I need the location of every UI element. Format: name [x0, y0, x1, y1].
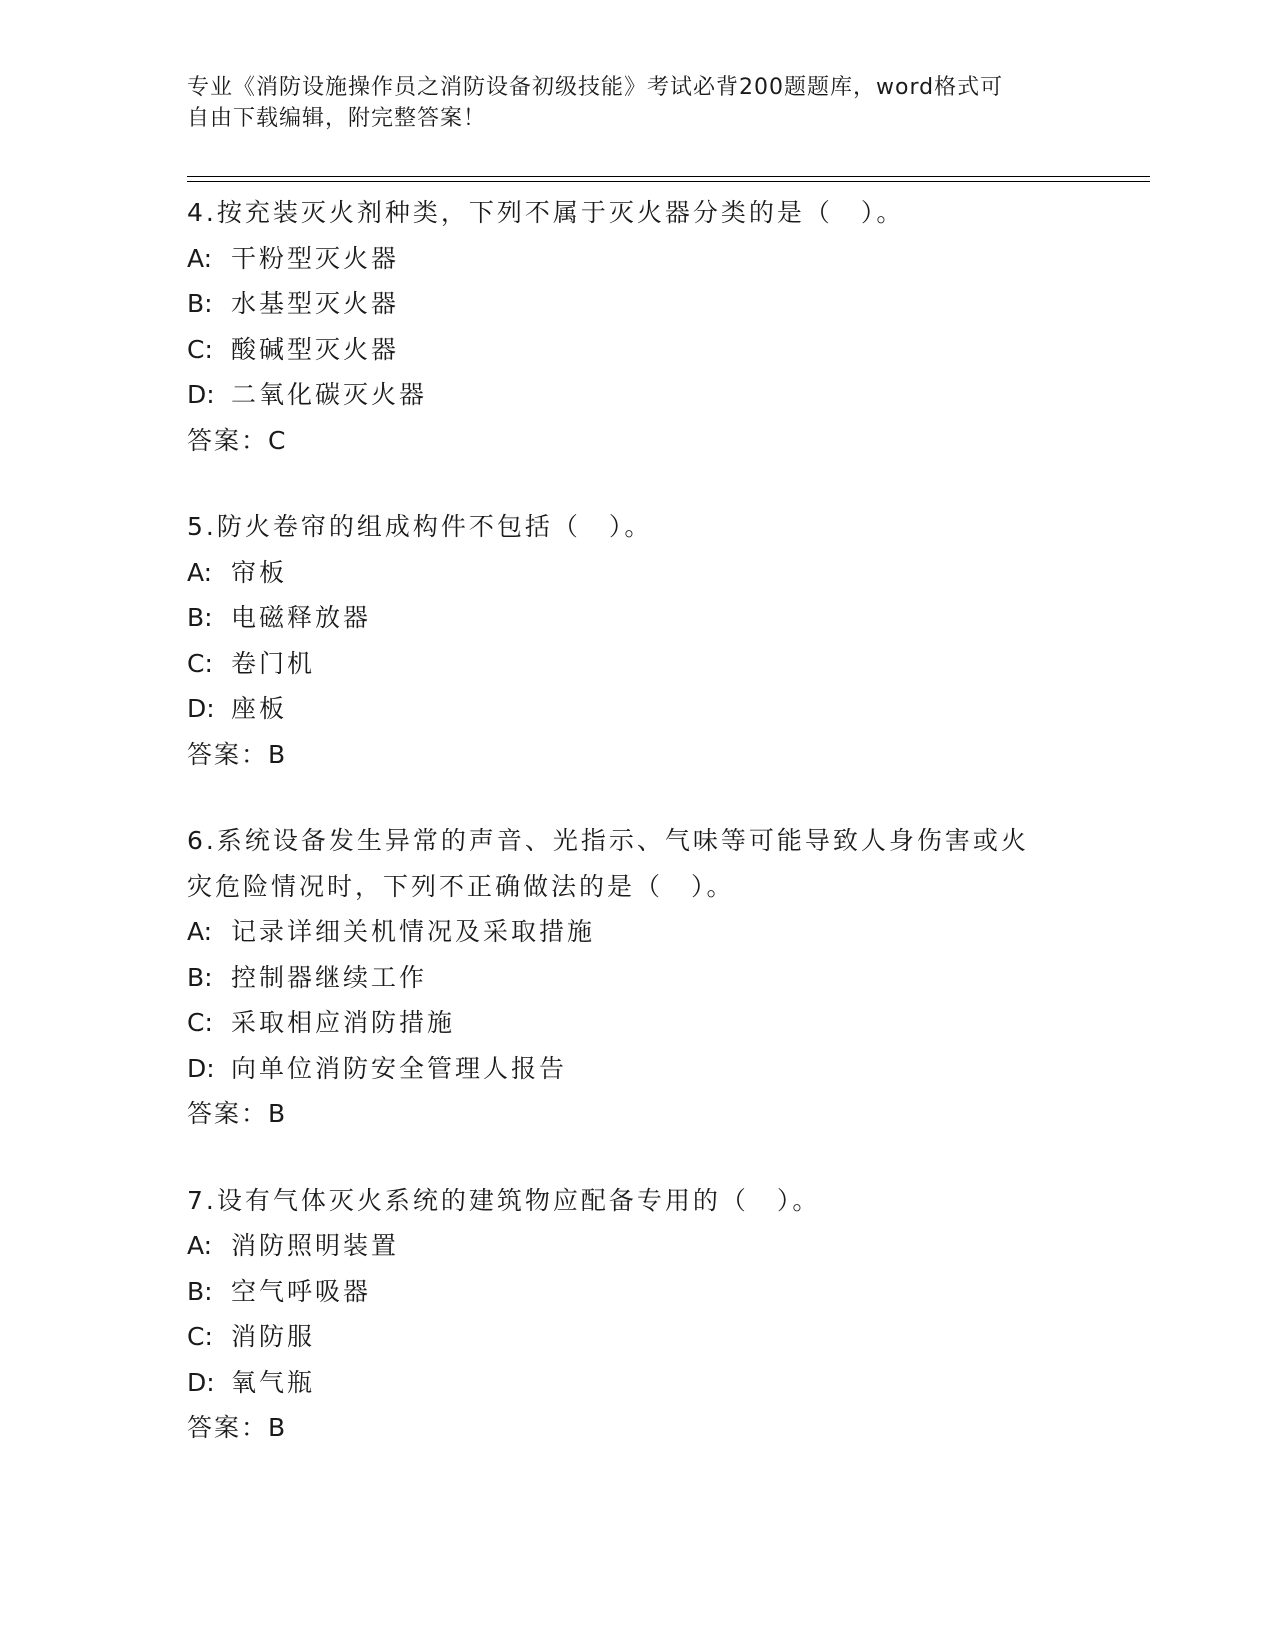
- option-d: [187, 686, 1087, 732]
- header-divider-bottom: [187, 181, 1150, 182]
- question-stem-line: 灾危险情况时，下列不正确做法的是（ ）。: [187, 871, 735, 901]
- answer-value: B: [268, 739, 286, 769]
- question-7: [187, 1178, 1087, 1451]
- option-letter: C:: [187, 334, 213, 364]
- answer-label: 答案：: [187, 1413, 269, 1442]
- answer-value: B: [268, 1099, 286, 1128]
- option-d: [187, 372, 1087, 418]
- option-c: [187, 327, 1087, 373]
- question-spacer: [187, 1137, 1087, 1178]
- option-b: [187, 281, 1087, 327]
- answer-line: [187, 1405, 1087, 1451]
- answer-line: [187, 418, 1087, 464]
- answer-label: 答案：: [187, 739, 269, 769]
- option-text: 向单位消防安全管理人报告: [231, 1053, 568, 1083]
- question-stem-line: 5.防火卷帘的组成构件不包括（ ）。: [187, 512, 653, 541]
- option-text: 水基型灭火器: [231, 289, 400, 318]
- option-letter: A:: [187, 917, 213, 946]
- option-letter: A:: [187, 557, 213, 587]
- option-letter: B:: [187, 962, 213, 992]
- option-text: 消防服: [231, 1322, 316, 1351]
- option-letter: D:: [187, 1367, 215, 1397]
- question-5: [187, 504, 1087, 777]
- option-letter: C:: [187, 1322, 213, 1351]
- question-4: [187, 190, 1087, 463]
- answer-label: 答案：: [187, 1099, 269, 1128]
- answer-label: 答案：: [187, 425, 269, 455]
- option-d: [187, 1046, 1087, 1092]
- option-text: 酸碱型灭火器: [231, 334, 400, 364]
- option-a: [187, 236, 1087, 282]
- question-6: [187, 818, 1087, 1137]
- option-letter: B:: [187, 1276, 213, 1306]
- question-stem: [187, 818, 1087, 909]
- question-list: [187, 190, 1087, 1451]
- option-letter: D:: [187, 380, 215, 409]
- option-letter: D:: [187, 694, 215, 723]
- answer-value: B: [268, 1413, 286, 1442]
- option-text: 记录详细关机情况及采取措施: [231, 917, 596, 946]
- option-text: 二氧化碳灭火器: [231, 380, 428, 409]
- option-text: 座板: [231, 694, 288, 723]
- option-d: [187, 1360, 1087, 1406]
- question-stem: [187, 504, 1087, 550]
- question-spacer: [187, 463, 1087, 504]
- option-text: 电磁释放器: [231, 603, 372, 632]
- option-a: [187, 909, 1087, 955]
- option-c: [187, 1314, 1087, 1360]
- question-spacer: [187, 777, 1087, 818]
- question-stem-line: 6.系统设备发生异常的声音、光指示、气味等可能导致人身伤害或火: [187, 826, 1029, 855]
- option-b: [187, 955, 1087, 1001]
- option-letter: C:: [187, 1008, 213, 1037]
- answer-line: [187, 1091, 1087, 1137]
- question-stem-line: 7.设有气体灭火系统的建筑物应配备专用的（ ）。: [187, 1185, 821, 1215]
- question-stem: [187, 1178, 1087, 1224]
- option-letter: C:: [187, 648, 213, 678]
- option-text: 空气呼吸器: [231, 1276, 372, 1306]
- question-stem-line: 4.按充装灭火剂种类，下列不属于灭火器分类的是（ ）。: [187, 198, 905, 227]
- option-a: [187, 1223, 1087, 1269]
- option-text: 卷门机: [231, 648, 316, 678]
- option-letter: D:: [187, 1053, 215, 1083]
- option-text: 帘板: [231, 557, 288, 587]
- option-letter: A:: [187, 243, 213, 273]
- answer-line: [187, 732, 1087, 778]
- answer-value: C: [268, 425, 286, 455]
- option-c: [187, 1000, 1087, 1046]
- option-b: [187, 595, 1087, 641]
- option-a: [187, 550, 1087, 596]
- option-letter: A:: [187, 1231, 213, 1260]
- question-stem: [187, 190, 1087, 236]
- option-letter: B:: [187, 289, 213, 318]
- option-text: 氧气瓶: [231, 1367, 316, 1397]
- document-header: [187, 72, 1087, 134]
- option-letter: B:: [187, 603, 213, 632]
- option-text: 干粉型灭火器: [231, 243, 400, 273]
- option-text: 消防照明装置: [231, 1231, 400, 1260]
- option-text: 采取相应消防措施: [231, 1008, 456, 1037]
- header-divider-top: [187, 176, 1150, 177]
- header-title-line-2: 自由下载编辑，附完整答案！: [187, 106, 487, 131]
- option-text: 控制器继续工作: [231, 962, 428, 992]
- option-b: [187, 1269, 1087, 1315]
- option-c: [187, 641, 1087, 687]
- header-title-line-1: 专业《消防设施操作员之消防设备初级技能》考试必背200题题库，word格式可: [187, 75, 1004, 100]
